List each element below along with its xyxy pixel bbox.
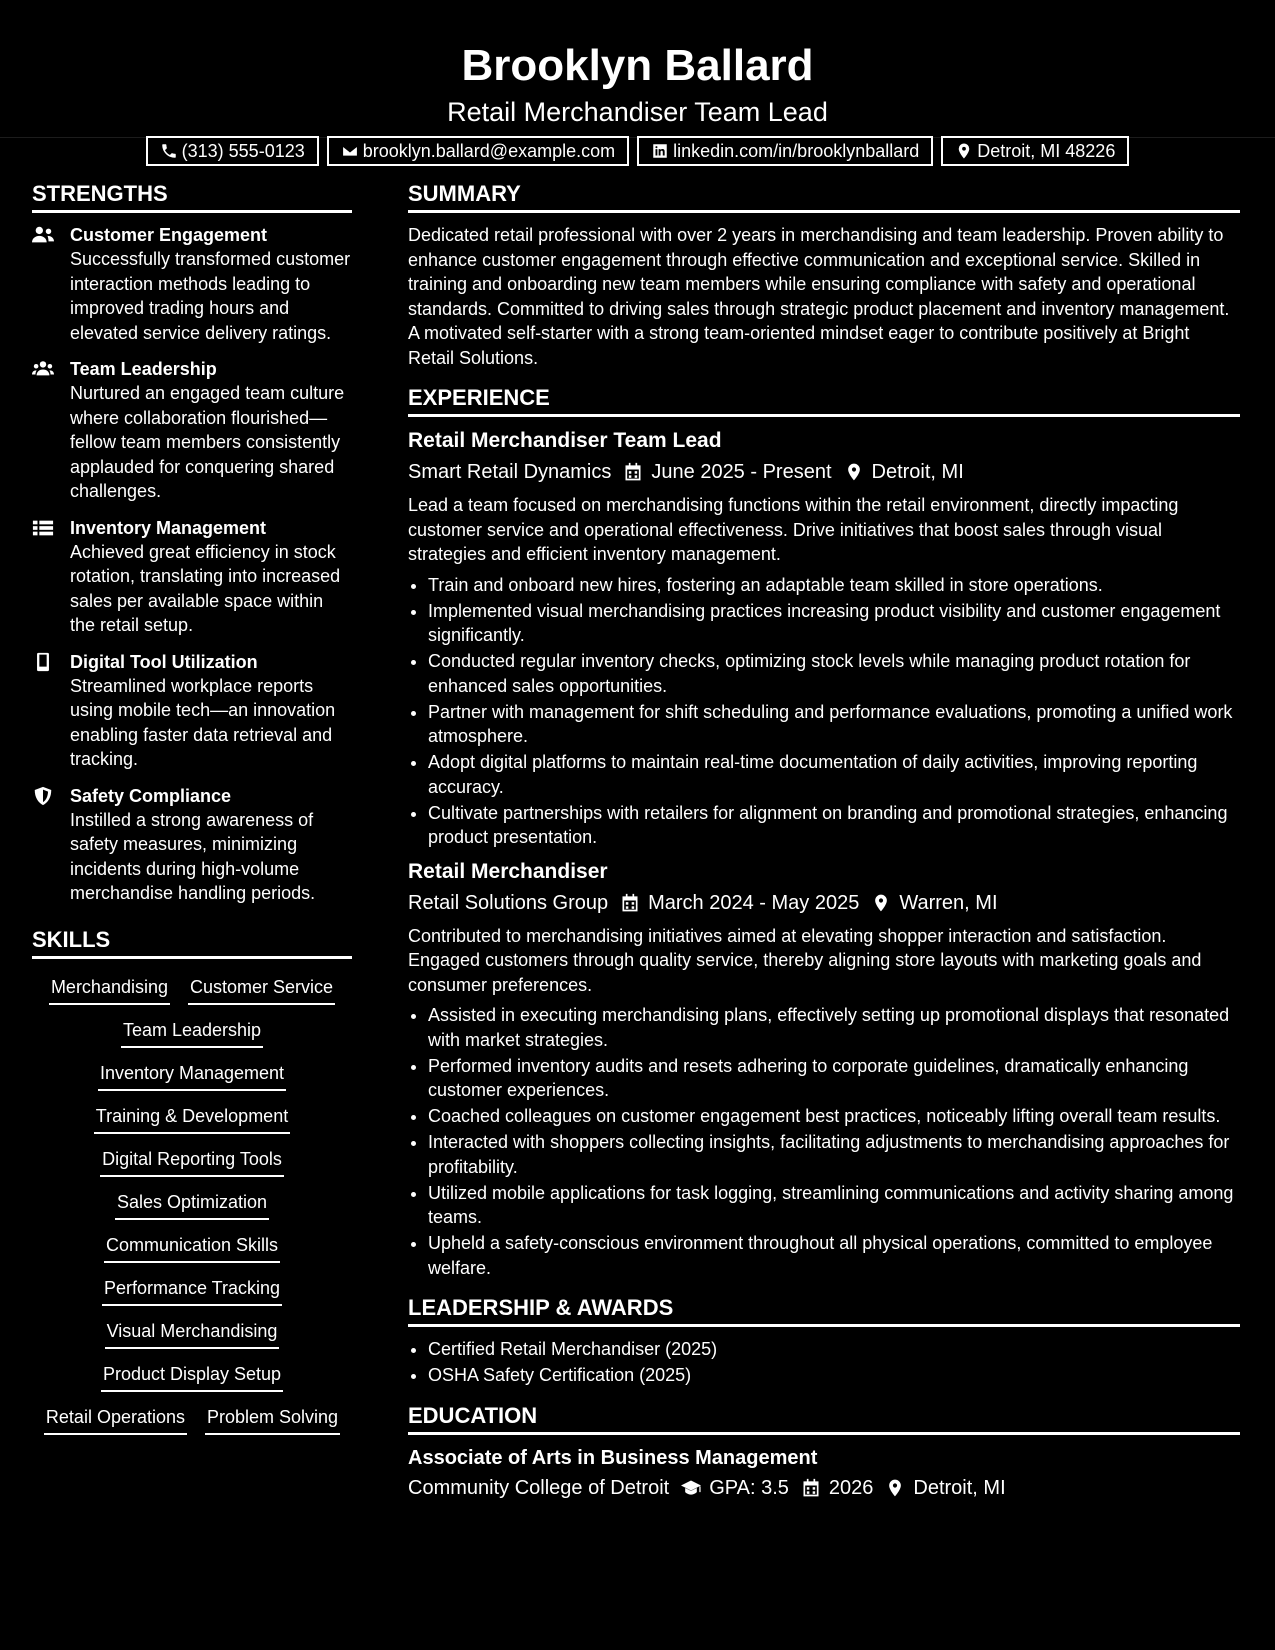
- job-meta: [408, 888, 1240, 918]
- awards-heading: LEADERSHIP & AWARDS: [408, 1294, 1240, 1327]
- strength-item: [32, 650, 352, 772]
- strength-description: Instilled a strong awareness of safety measures, minimizing incidents during high-volume merchandise handling periods.: [70, 809, 316, 903]
- skill-tag: Visual Merchandising: [105, 1319, 280, 1349]
- location-text: Detroit, MI 48226: [977, 140, 1116, 161]
- bullet-item: • Cultivate partnerships with retailers for alignment on branding and promotional strategies, enhancing product presentation.: [428, 801, 1240, 850]
- strength-description: Successfully transformed customer interaction methods leading to improved trading hours and elevated service delivery ratings.: [70, 249, 351, 343]
- bullet-item: • Assisted in executing merchandising plans, effectively setting up promotional displays that resonated with market strategies.: [428, 1003, 1240, 1052]
- bullet-item: • Coached colleagues on customer engagement best practices, noticeably lifting overall team results.: [428, 1104, 1240, 1129]
- map-pin-icon: [955, 142, 973, 160]
- phone-text: (313) 555-0123: [181, 140, 305, 161]
- experience-heading: EXPERIENCE: [408, 384, 1240, 417]
- awards-list: [408, 1337, 1240, 1388]
- summary-heading: SUMMARY: [408, 180, 1240, 213]
- contact-linkedin[interactable]: [637, 136, 933, 166]
- skills-list: [32, 969, 352, 1435]
- education-location: Detroit, MI: [913, 1476, 1006, 1499]
- list-icon: [32, 518, 54, 538]
- skill-tag: Retail Operations: [44, 1405, 187, 1435]
- job-bullets: [408, 573, 1240, 850]
- team-icon: [32, 359, 54, 379]
- job-meta: [408, 457, 1240, 487]
- linkedin-text: linkedin.com/in/brooklynballard: [673, 140, 920, 161]
- strength-item: [32, 784, 352, 906]
- strength-item: [32, 357, 352, 504]
- calendar-icon: [801, 1478, 821, 1498]
- summary-text: Dedicated retail professional with over 2 years in merchandising and team leadership. Proven ability to enhance customer engagement through effective communication and exceptional service. Skilled in training and onboarding new team members while ensuring compliance with safety and operational standards. Committed to driving sales through strategic product placement and inventory management. A motivated self-starter with a strong team-oriented mindset eager to contribute positively at Bright Retail Solutions.: [408, 225, 1230, 368]
- job-dates: March 2024 - May 2025: [648, 891, 860, 914]
- bullet-item: • Upheld a safety-conscious environment throughout all physical operations, committed to employee welfare.: [428, 1231, 1240, 1280]
- education-meta: [408, 1473, 1240, 1503]
- skill-tag: Product Display Setup: [101, 1362, 283, 1392]
- job-title: Retail Merchandiser: [408, 859, 608, 883]
- email-text: brooklyn.ballard@example.com: [362, 140, 616, 161]
- mobile-icon: [32, 652, 54, 672]
- left-column: [32, 180, 352, 1435]
- award-item: • OSHA Safety Certification (2025): [428, 1363, 1240, 1388]
- strength-description: Achieved great efficiency in stock rotation, translating into increased sales per available space within the retail setup.: [70, 541, 341, 635]
- degree-title: Associate of Arts in Business Management: [408, 1446, 818, 1469]
- calendar-icon: [620, 893, 640, 913]
- skill-tag: Inventory Management: [98, 1061, 286, 1091]
- education-heading: EDUCATION: [408, 1402, 1240, 1435]
- map-pin-icon: [844, 462, 864, 482]
- map-pin-icon: [871, 893, 891, 913]
- bullet-item: • Conducted regular inventory checks, optimizing stock levels while managing product rotation for enhanced sales opportunities.: [428, 649, 1240, 698]
- skill-tag: Performance Tracking: [102, 1276, 282, 1306]
- graduation-year: 2026: [828, 1476, 874, 1499]
- gpa: GPA: 3.5: [709, 1476, 789, 1499]
- strength-title: Customer Engagement: [70, 225, 268, 245]
- skill-tag: Problem Solving: [205, 1405, 340, 1435]
- graduation-cap-icon: [681, 1478, 701, 1498]
- contact-location: [941, 136, 1129, 166]
- strength-title: Safety Compliance: [70, 785, 232, 806]
- candidate-name: Brooklyn Ballard: [461, 41, 814, 90]
- award-item: • Certified Retail Merchandiser (2025): [428, 1337, 1240, 1362]
- job-description: Lead a team focused on merchandising functions within the retail environment, directly impacting customer service and operational effectiveness. Drive initiatives that boost sales through visual strategies and efficient inventory management.: [408, 495, 1179, 564]
- skill-tag: Team Leadership: [121, 1018, 263, 1048]
- bullet-item: • Utilized mobile applications for task logging, streamlining communications and activity sharing among teams.: [428, 1181, 1240, 1230]
- job-title: Retail Merchandiser Team Lead: [408, 429, 722, 452]
- job-location: Warren, MI: [899, 891, 998, 914]
- skills-heading: SKILLS: [32, 926, 352, 959]
- contact-bar: [0, 136, 1275, 166]
- company-name: Retail Solutions Group: [408, 891, 609, 914]
- education-entry: [408, 1445, 1240, 1503]
- job-entry: [408, 427, 1240, 850]
- company-name: Smart Retail Dynamics: [408, 461, 612, 483]
- users-icon: [32, 225, 54, 245]
- skill-tag: Digital Reporting Tools: [100, 1147, 284, 1177]
- job-bullets: [408, 1003, 1240, 1280]
- strength-title: Digital Tool Utilization: [70, 651, 258, 672]
- bullet-item: • Adopt digital platforms to maintain real-time documentation of daily activities, improving reporting accuracy.: [428, 750, 1240, 799]
- bullet-item: • Performed inventory audits and resets adhering to corporate guidelines, dramatically enhancing customer experiences.: [428, 1054, 1240, 1103]
- skill-tag: Sales Optimization: [115, 1190, 269, 1220]
- strength-item: [32, 516, 352, 638]
- shield-icon: [32, 786, 54, 806]
- skill-tag: Communication Skills: [104, 1233, 280, 1263]
- right-column: [408, 180, 1240, 1509]
- skill-tag: Customer Service: [188, 975, 335, 1005]
- strength-item: [32, 223, 352, 345]
- job-description: Contributed to merchandising initiatives aimed at elevating shopper interaction and satisfaction. Engaged customers through quality service, thereby aligning store layouts with marketing goals and consumer preferences.: [408, 925, 1202, 995]
- contact-phone[interactable]: [146, 136, 319, 166]
- strength-title: Team Leadership: [70, 359, 217, 379]
- job-dates: June 2025 - Present: [651, 461, 832, 483]
- calendar-icon: [623, 462, 643, 482]
- resume-header: [0, 0, 1275, 161]
- job-location: Detroit, MI: [871, 461, 964, 483]
- bullet-item: • Interacted with shoppers collecting insights, facilitating adjustments to merchandising approaches for profitability.: [428, 1130, 1240, 1179]
- bullet-item: • Implemented visual merchandising practices increasing product visibility and customer engagement significantly.: [428, 599, 1240, 648]
- phone-icon: [160, 142, 178, 160]
- contact-email[interactable]: [327, 136, 629, 166]
- strength-title: Inventory Management: [70, 517, 267, 538]
- strengths-heading: STRENGTHS: [32, 180, 352, 213]
- linkedin-icon: [651, 142, 669, 160]
- job-entry: [408, 858, 1240, 1281]
- skill-tag: Training & Development: [94, 1104, 290, 1134]
- candidate-title: Retail Merchandiser Team Lead: [447, 97, 828, 127]
- skill-tag: Merchandising: [49, 975, 170, 1005]
- strength-description: Nurtured an engaged team culture where collaboration flourished—fellow team members consistently applauded for conquering shared challenges.: [70, 383, 345, 501]
- envelope-icon: [341, 142, 359, 160]
- bullet-item: • Partner with management for shift scheduling and performance evaluations, promoting a unified work atmosphere.: [428, 700, 1240, 749]
- map-pin-icon: [885, 1478, 905, 1498]
- strength-description: Streamlined workplace reports using mobile tech—an innovation enabling faster data retrieval and tracking.: [70, 675, 336, 769]
- school-name: Community College of Detroit: [408, 1476, 670, 1499]
- bullet-item: • Train and onboard new hires, fostering an adaptable team skilled in store operations.: [428, 573, 1240, 598]
